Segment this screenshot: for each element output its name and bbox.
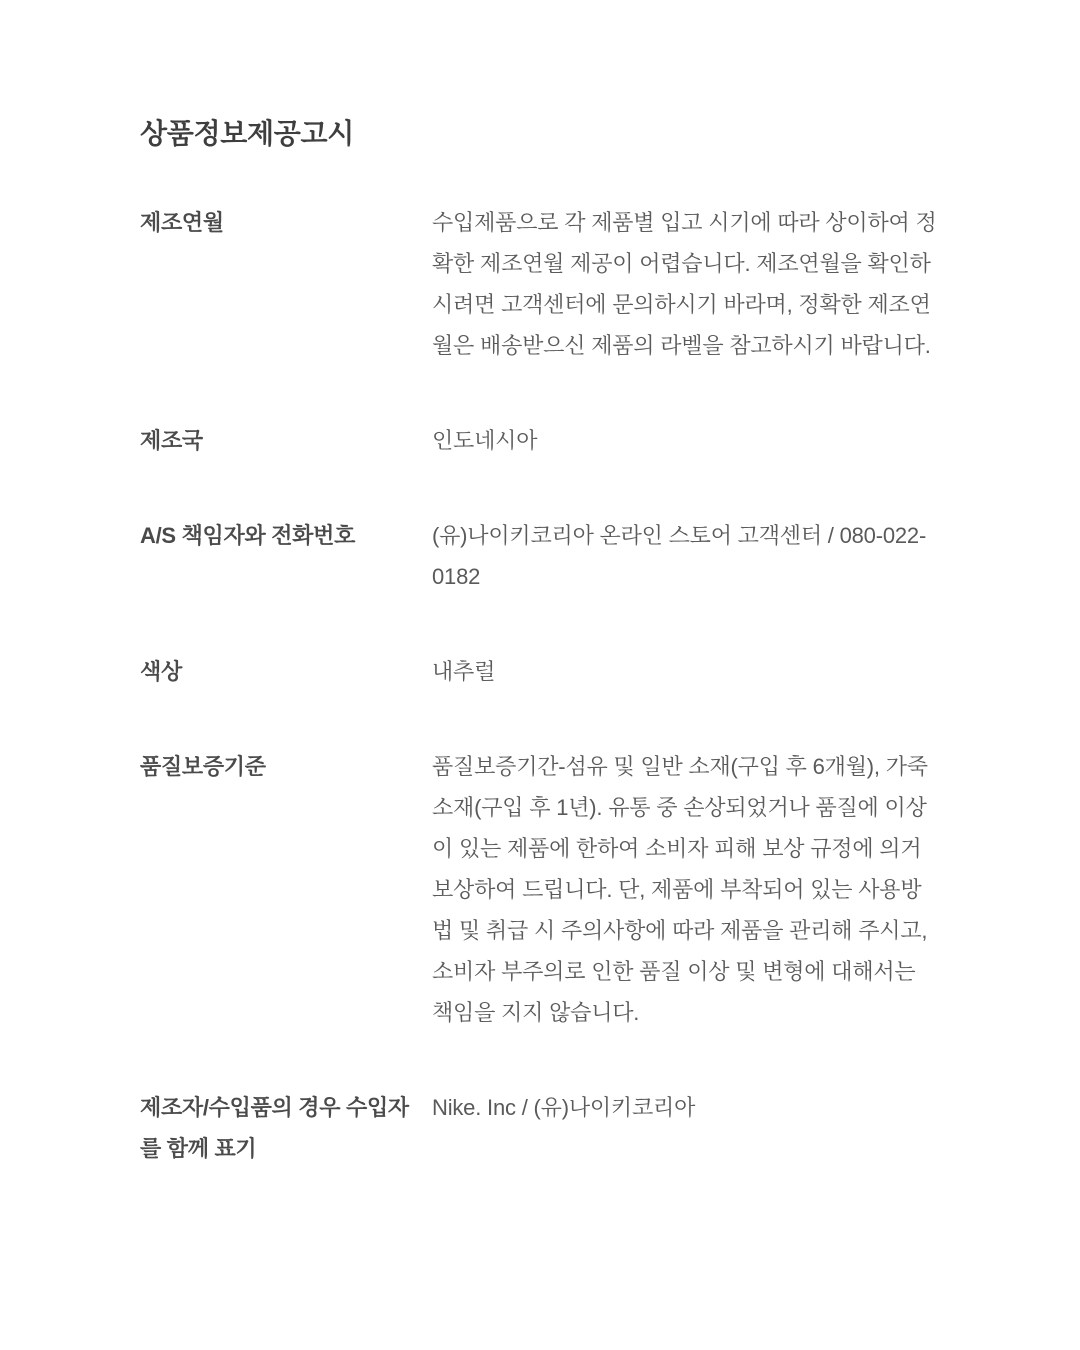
info-value: 수입제품으로 각 제품별 입고 시기에 따라 상이하여 정확한 제조연월 제공이 어렵습니다. 제조연월을 확인하시려면 고객센터에 문의하시기 바라며, 정확한 제조연월은 배송받으신 제품의 라벨을 참고하시기 바랍니다.	[432, 210, 937, 358]
info-value: 품질보증기간-섬유 및 일반 소재(구입 후 6개월), 가죽 소재(구입 후 1년). 유통 중 손상되었거나 품질에 이상이 있는 제품에 한하여 소비자 피해 보상 규정에 의거 보상하여 드립니다. 단, 제품에 부착되어 있는 사용방법 및 취급 시 주의사항에 따라 제품을 관리해 주시고, 소비자 부주의로 인한 품질 이상 및 변형에 대해서는 책임을 지지 않습니다.	[432, 754, 928, 1025]
info-value: Nike. Inc / (유)나이키코리아	[432, 1095, 696, 1120]
info-value: 내추럴	[432, 659, 496, 684]
section-title: 상품정보제공고시	[140, 118, 354, 149]
info-label: 제조국	[140, 428, 203, 453]
info-row-as-contact	[140, 515, 940, 597]
info-row-quality-warranty	[140, 746, 940, 1033]
info-row-manufacture-date	[140, 202, 940, 366]
info-label: 제조자/수입품의 경우 수입자를 함께 표기	[140, 1095, 409, 1161]
info-row-color	[140, 651, 940, 692]
info-label: 품질보증기준	[140, 754, 266, 779]
info-label: 제조연월	[140, 210, 224, 235]
info-row-country-of-origin	[140, 420, 940, 461]
info-row-manufacturer-importer	[140, 1087, 940, 1169]
info-label: A/S 책임자와 전화번호	[140, 523, 356, 548]
info-value: 인도네시아	[432, 428, 538, 453]
info-value: (유)나이키코리아 온라인 스토어 고객센터 / 080-022-0182	[432, 523, 927, 589]
info-label: 색상	[140, 659, 182, 684]
